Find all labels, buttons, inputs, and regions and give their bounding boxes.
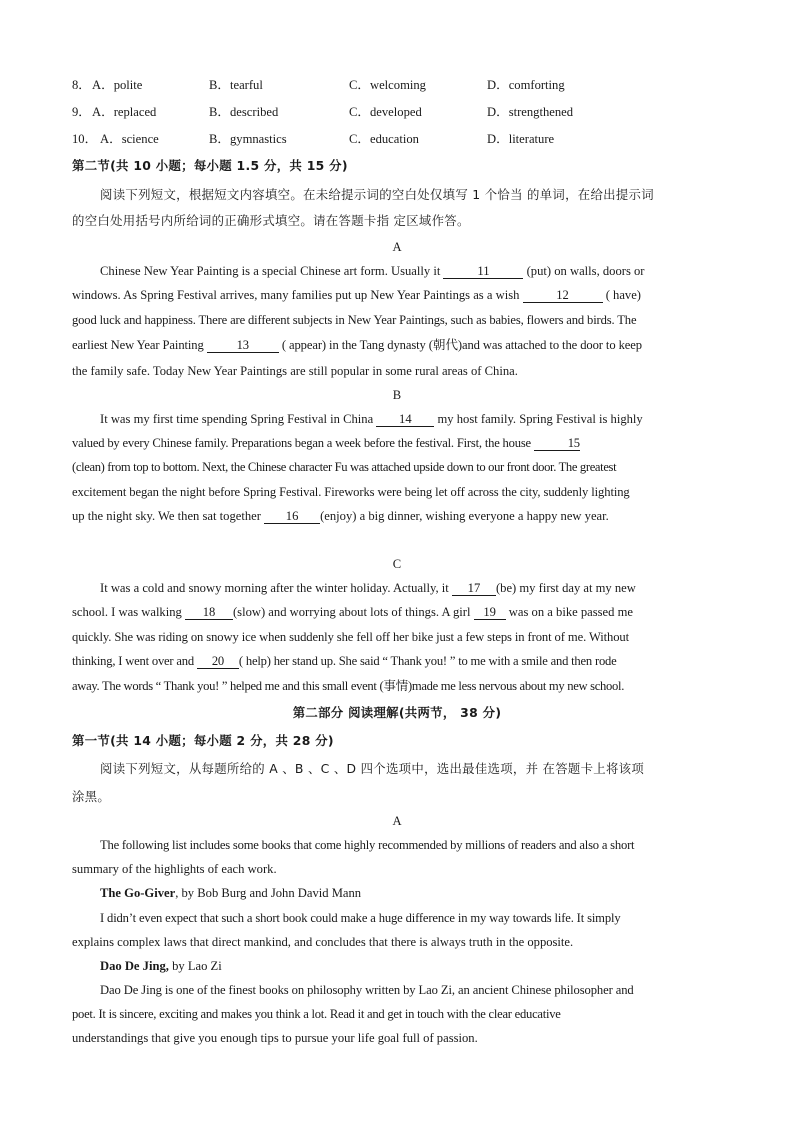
- book-1-author: , by Bob Burg and John David Mann: [175, 886, 362, 900]
- book-1-line1: I didn’t even expect that such a short book could make a huge difference in my way towards life. It simply: [100, 911, 621, 925]
- passage-c-line4: [72, 653, 722, 670]
- blank-12[interactable]: 12: [523, 288, 603, 303]
- reading-a-intro-line1: The following list includes some books that come highly recommended by millions of readers and also a short: [100, 838, 635, 852]
- blank-14[interactable]: 14: [376, 412, 434, 427]
- option-9-b: B．described: [209, 105, 279, 119]
- option-8-a: A．polite: [92, 78, 143, 92]
- text: ( appear) in the Tang dynasty (朝代)and was attached to the door to keep: [278, 338, 642, 352]
- blank-20[interactable]: 20: [197, 654, 239, 669]
- section-2-heading: 第二节(共 10 小题；每小题 1.5 分，共 15 分): [72, 158, 348, 173]
- text: (put) on walls, doors or: [523, 264, 645, 278]
- text: (slow) and worrying about lots of things. A girl: [232, 605, 474, 619]
- reading-a-intro-line2: summary of the highlights of each work.: [72, 862, 277, 876]
- part-2-instruction-line1: 阅读下列短文，从每题所给的 A 、B 、C 、D 四个选项中，选出最佳选项，并 在答题卡上将该项: [100, 761, 645, 776]
- passage-b-line5: [72, 508, 722, 525]
- option-9-d: D．strengthened: [487, 105, 574, 119]
- option-10-a: A．science: [100, 132, 159, 146]
- text: (enjoy) a big dinner, wishing everyone a happy new year.: [320, 509, 609, 523]
- text: thinking, I went over and: [72, 654, 197, 668]
- option-10-number: 10．: [72, 132, 98, 146]
- passage-a-line1: [100, 263, 722, 280]
- book-2-line1: Dao De Jing is one of the finest books on philosophy written by Lao Zi, an ancient Chinese philosopher and: [100, 983, 634, 997]
- option-8-number: 8．: [72, 78, 91, 92]
- passage-c-line2: [72, 604, 722, 621]
- part-2-heading: 第二部分 阅读理解(共两节， 38 分): [292, 705, 502, 720]
- text: ( help) her stand up. She said “ Thank you! ” to me with a smile and then rode: [238, 654, 617, 668]
- blank-16[interactable]: 16: [264, 509, 320, 524]
- blank-13[interactable]: 13: [207, 338, 279, 353]
- option-10-d: D．literature: [487, 132, 555, 146]
- book-2-author: by Lao Zi: [168, 959, 222, 973]
- text: It was a cold and snowy morning after the winter holiday. Actually, it: [100, 581, 452, 595]
- passage-c-line1: [100, 580, 722, 597]
- passage-a-line3: good luck and happiness. There are different subjects in New Year Paintings, such as babies, flowers and birds. The: [72, 313, 637, 327]
- text: (be) my first day at my new: [495, 581, 636, 595]
- book-2-line3: understandings that give you enough tips to pursue your life goal full of passion.: [72, 1031, 478, 1045]
- passage-b-line2: [72, 435, 722, 452]
- blank-18[interactable]: 18: [185, 605, 233, 620]
- passage-c-line5: away. The words “ Thank you! ” helped me and this small event (事情)made me less nervous about my new school.: [72, 679, 625, 693]
- text: ( have): [602, 288, 642, 302]
- passage-c-line3: quickly. She was riding on snowy ice when suddenly she fell off her bike just a few steps in front of me. Without: [72, 630, 630, 644]
- passage-b-line1: [100, 411, 722, 428]
- blank-11[interactable]: 11: [443, 264, 523, 279]
- passage-c-label: C: [392, 557, 402, 571]
- section-2-instruction-line2: 的空白处用括号内所给词的正确形式填空。请在答题卡指 定区域作答。: [72, 213, 470, 228]
- option-9-c: C．developed: [349, 105, 422, 119]
- passage-a-line2: [72, 287, 722, 304]
- blank-19[interactable]: 19: [474, 605, 506, 620]
- passage-b-label: B: [392, 388, 402, 402]
- book-2-line2: poet. It is sincere, exciting and makes you think a lot. Read it and get in touch with the clear educative: [72, 1007, 561, 1021]
- passage-b-line3: (clean) from top to bottom. Next, the Chinese character Fu was attached upside down to our front door. The greatest: [72, 460, 617, 474]
- option-10-c: C．education: [349, 132, 419, 146]
- part-2-section-1-heading: 第一节(共 14 小题；每小题 2 分，共 28 分): [72, 733, 334, 748]
- text: valued by every Chinese family. Preparations began a week before the festival. First, the house: [72, 436, 534, 450]
- book-1-heading: [100, 885, 722, 902]
- text: my host family. Spring Festival is highly: [434, 412, 643, 426]
- passage-a-line4: [72, 337, 722, 354]
- book-1-line2: explains complex laws that direct mankind, and concludes that there is always truth in the opposite.: [72, 935, 574, 949]
- text: school. I was walking: [72, 605, 185, 619]
- blank-15[interactable]: 15: [534, 436, 580, 451]
- part-2-instruction-line2: 涂黑。: [72, 789, 111, 804]
- option-8-b: B．tearful: [209, 78, 263, 92]
- text: Chinese New Year Painting is a special Chinese art form. Usually it: [100, 264, 444, 278]
- option-10-b: B．gymnastics: [209, 132, 287, 146]
- section-2-instruction-line1: 阅读下列短文，根据短文内容填空。在未给提示词的空白处仅填写 1 个恰当 的单词，在给出提示词: [100, 187, 654, 202]
- option-8-c: C．welcoming: [349, 78, 426, 92]
- book-2-title: Dao De Jing,: [100, 959, 169, 973]
- passage-a-line5: the family safe. Today New Year Paintings are still popular in some rural areas of China.: [72, 364, 518, 378]
- option-9-a: A．replaced: [92, 105, 157, 119]
- passage-a-label: A: [392, 240, 402, 254]
- book-2-heading: [100, 958, 722, 975]
- passage-b-line4: excitement began the night before Spring Festival. Fireworks were being let off across the city, suddenly lighting: [72, 485, 630, 499]
- text: was on a bike passed me: [505, 605, 633, 619]
- blank-17[interactable]: 17: [452, 581, 496, 596]
- text: up the night sky. We then sat together: [72, 509, 265, 523]
- text: earliest New Year Painting: [72, 338, 207, 352]
- option-8-d: D．comforting: [487, 78, 565, 92]
- text: It was my first time spending Spring Festival in China: [100, 412, 377, 426]
- book-1-title: The Go-Giver: [100, 886, 176, 900]
- text: windows. As Spring Festival arrives, many families put up New Year Paintings as a wish: [72, 288, 523, 302]
- option-9-number: 9．: [72, 105, 91, 119]
- reading-a-label: A: [392, 814, 402, 828]
